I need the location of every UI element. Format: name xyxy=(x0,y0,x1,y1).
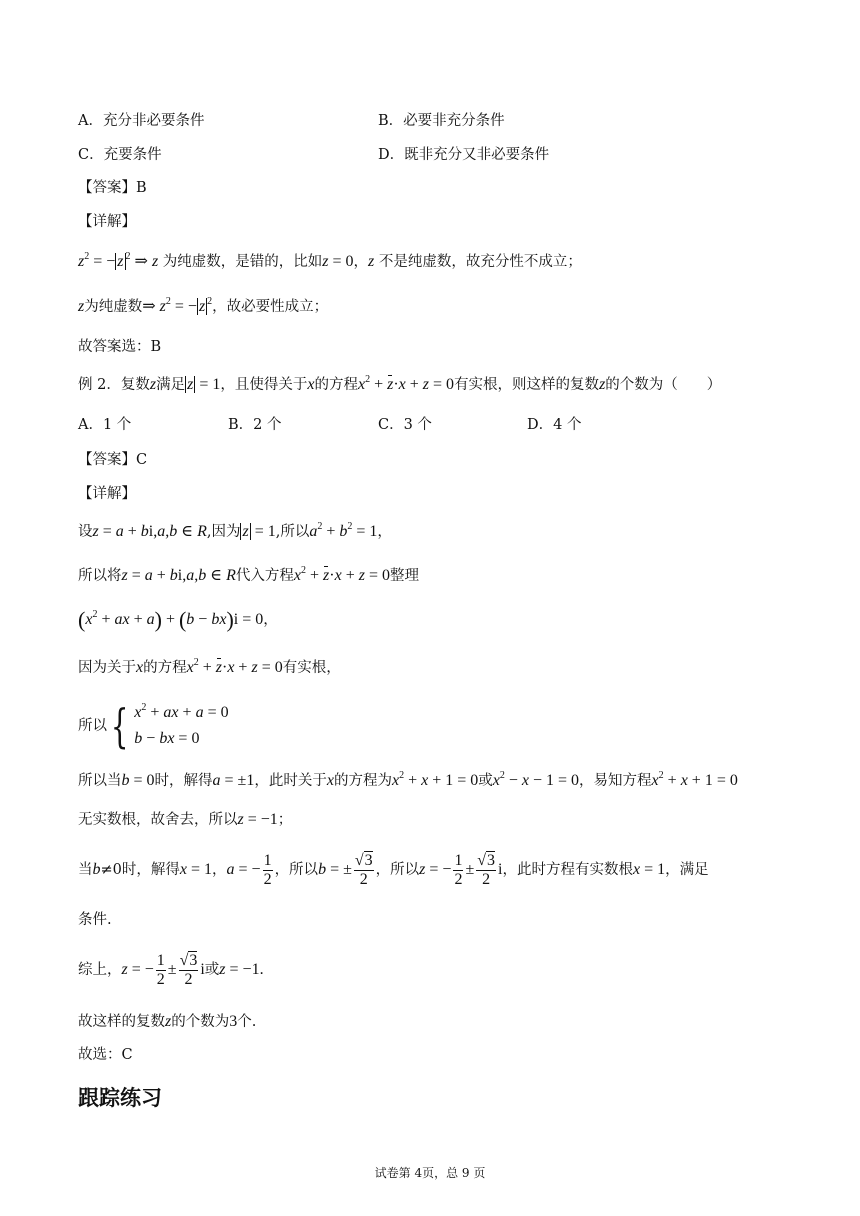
fraction: $\frac{1}{2}$ xyxy=(454,851,463,888)
formula: z = 1 xyxy=(187,376,221,393)
text: 综上， xyxy=(78,962,122,978)
fraction: $\frac{√3}{2}$ xyxy=(179,951,198,988)
text: 无实数根，故舍去，所以 xyxy=(78,812,238,828)
text: 设 xyxy=(78,524,93,540)
formula: z = 0 xyxy=(322,253,354,270)
text: ，满足 xyxy=(665,862,709,878)
ex1-reasoning-line-2: z为纯虚数⇒ $z^2$ = − z $^2$，故必要性成立； xyxy=(78,296,329,315)
formula: $a^2 + b^2 = 1$ xyxy=(309,521,378,540)
ex2-step-10: 综上，z = − $\frac{1}{2}$ ± $\frac{√3}{2}$ i或z = −1. xyxy=(78,951,264,988)
text: 当 xyxy=(78,862,93,878)
text: ,因为 xyxy=(206,524,241,540)
ex2-step-9: 条件. xyxy=(78,912,112,928)
text: ，故必要性成立； xyxy=(212,299,329,315)
text: 不是纯虚数，故充分性不成立； xyxy=(378,254,582,270)
fraction: $\frac{1}{2}$ xyxy=(263,851,272,888)
section-heading: 跟踪练习 xyxy=(78,1086,162,1110)
text: 的方程 xyxy=(314,377,358,393)
ex1-reasoning-line-1: $z^2$ = − z $^2$ ⇒ z 为纯虚数，是错的，比如z = 0，z 不是纯虚数，故充分性不成立； xyxy=(78,251,582,270)
ex2-step-2 xyxy=(78,566,419,586)
ex1-detail-label: 【详解】 xyxy=(78,214,136,230)
text: 或 xyxy=(478,773,493,789)
text: 整理 xyxy=(389,568,419,584)
ex2-option-b: B．2 个 xyxy=(228,417,282,433)
fraction: $\frac{√3}{2}$ xyxy=(354,851,373,888)
formula: $x^2 - x - 1 = 0$ xyxy=(492,770,580,789)
brace-icon: { xyxy=(110,699,129,753)
page-footer: 试卷第 4页，总 9 页 xyxy=(374,1166,486,1180)
text: 的方程 xyxy=(143,660,187,676)
ex2-final-choice: 故选：C xyxy=(78,1047,133,1063)
formula: $z^2$ = − z $^2$ ⇒ z xyxy=(78,251,159,270)
text: ，所以 xyxy=(375,862,420,878)
text: 为纯虚数 xyxy=(84,299,143,315)
formula: z = 1 xyxy=(242,523,276,540)
formula: $x^2 + z\cdot x + z = 0$ xyxy=(357,374,455,393)
formula: z = a + bi,a,b ∈ R xyxy=(92,523,207,540)
ex1-option-a: A．充分非必要条件 xyxy=(78,113,205,129)
ex1-option-d: D．既非充分又非必要条件 xyxy=(378,147,550,163)
text: ，且使得关于 xyxy=(220,377,308,393)
equation-system: $x^2$ + ax + a = 0 b − bx = 0 xyxy=(134,702,229,747)
text: 因为关于 xyxy=(78,660,136,676)
ex1-option-c: C．充要条件 xyxy=(78,147,162,163)
text: 的方程为 xyxy=(333,773,392,789)
ex2-step-1: 设z = a + bi,a,b ∈ R,因为 z = 1,所以$a^2 + b^2 = 1$， xyxy=(78,521,392,540)
text: ，所以 xyxy=(274,862,319,878)
formula: $x^2 + x + 1 = 0$ xyxy=(651,770,738,789)
text: 例 2．复数 xyxy=(78,377,150,393)
formula: z = a + bi,a,b ∈ R xyxy=(121,567,236,584)
ex2-option-c: C．3 个 xyxy=(378,417,432,433)
text: 有实根，则这样的复数 xyxy=(454,377,600,393)
text: 所以将 xyxy=(78,568,122,584)
text: ， xyxy=(212,862,227,878)
ex2-step-11: 故这样的复数z的个数为3个. xyxy=(78,1013,257,1030)
text: ,所以 xyxy=(275,524,310,540)
text: 个. xyxy=(237,1014,257,1030)
ex1-option-b: B．必要非充分条件 xyxy=(378,113,505,129)
text: 代入方程 xyxy=(235,568,294,584)
text: ，此时方程有实数根 xyxy=(502,862,633,878)
text: 有实根， xyxy=(282,660,341,676)
ex2-step-4: 因为关于x的方程$x^2 + z\cdot x + z = 0$有实根， xyxy=(78,657,341,676)
ex2-step-5 xyxy=(78,700,229,752)
text: 的个数为（ ） xyxy=(605,377,722,393)
ex2-step-6: 所以当b = 0时，解得a = ±1，此时关于x的方程为$x^2 + x + 1 = 0$或$x^2 - x - 1 = 0$，易知方程$x^2 + x + 1 = 0$ xyxy=(78,770,738,789)
text: 所以 xyxy=(78,718,107,734)
formula: ⇒ $z^2$ = − z $^2$ xyxy=(142,296,213,315)
ex1-conclusion: 故答案选：B xyxy=(78,339,162,355)
text: 或 xyxy=(204,962,220,978)
ex2-question: 例 2．复数z满足 z = 1，且使得关于x的方程$x^2 + z\cdot x + z = 0$有实根，则这样的复数z的个数为（ ） xyxy=(78,374,722,393)
text: 故这样的复数 xyxy=(78,1014,165,1030)
text: 所以当 xyxy=(78,773,122,789)
formula: $x^2 + z\cdot x + z = 0$ xyxy=(186,657,283,676)
ex2-step-8: 当b≠0时，解得x = 1，a = − $\frac{1}{2}$ ，所以b = ± $\frac{√3}{2}$ ，所以z = − $\frac{1}{2}$ ± $\frac{√3}{2}$ i，此时方程有实数根x = 1，满足 xyxy=(78,851,709,888)
formula: $x^2 + x + 1 = 0$ xyxy=(391,770,479,789)
formula: ($x^2$ + ax + a) + (b − bx)i = 0 xyxy=(78,607,264,632)
text: ，易知方程 xyxy=(579,773,652,789)
text: 的个数为 xyxy=(171,1014,230,1030)
text: 时，解得 xyxy=(154,773,213,789)
text: 时，解得 xyxy=(121,862,180,878)
text: 满足 xyxy=(156,377,186,393)
text: 为纯虚数，是错的，比如 xyxy=(162,254,323,270)
fraction: $\frac{√3}{2}$ xyxy=(477,851,495,888)
fraction: $\frac{1}{2}$ xyxy=(156,951,165,988)
ex2-detail-label: 【详解】 xyxy=(78,486,136,502)
ex2-option-d: D．4 个 xyxy=(527,417,582,433)
ex2-option-a: A．1 个 xyxy=(78,417,132,433)
ex2-step-7: 无实数根，故舍去，所以z = −1； xyxy=(78,811,293,828)
ex1-answer: 【答案】B xyxy=(78,180,147,196)
text: ，此时关于 xyxy=(254,773,327,789)
ex2-step-3: ($x^2$ + ax + a) + (b − bx)i = 0， xyxy=(78,607,278,632)
formula: $x^2 + z\cdot x + z = 0$ xyxy=(293,565,390,584)
ex2-answer: 【答案】C xyxy=(78,452,148,468)
